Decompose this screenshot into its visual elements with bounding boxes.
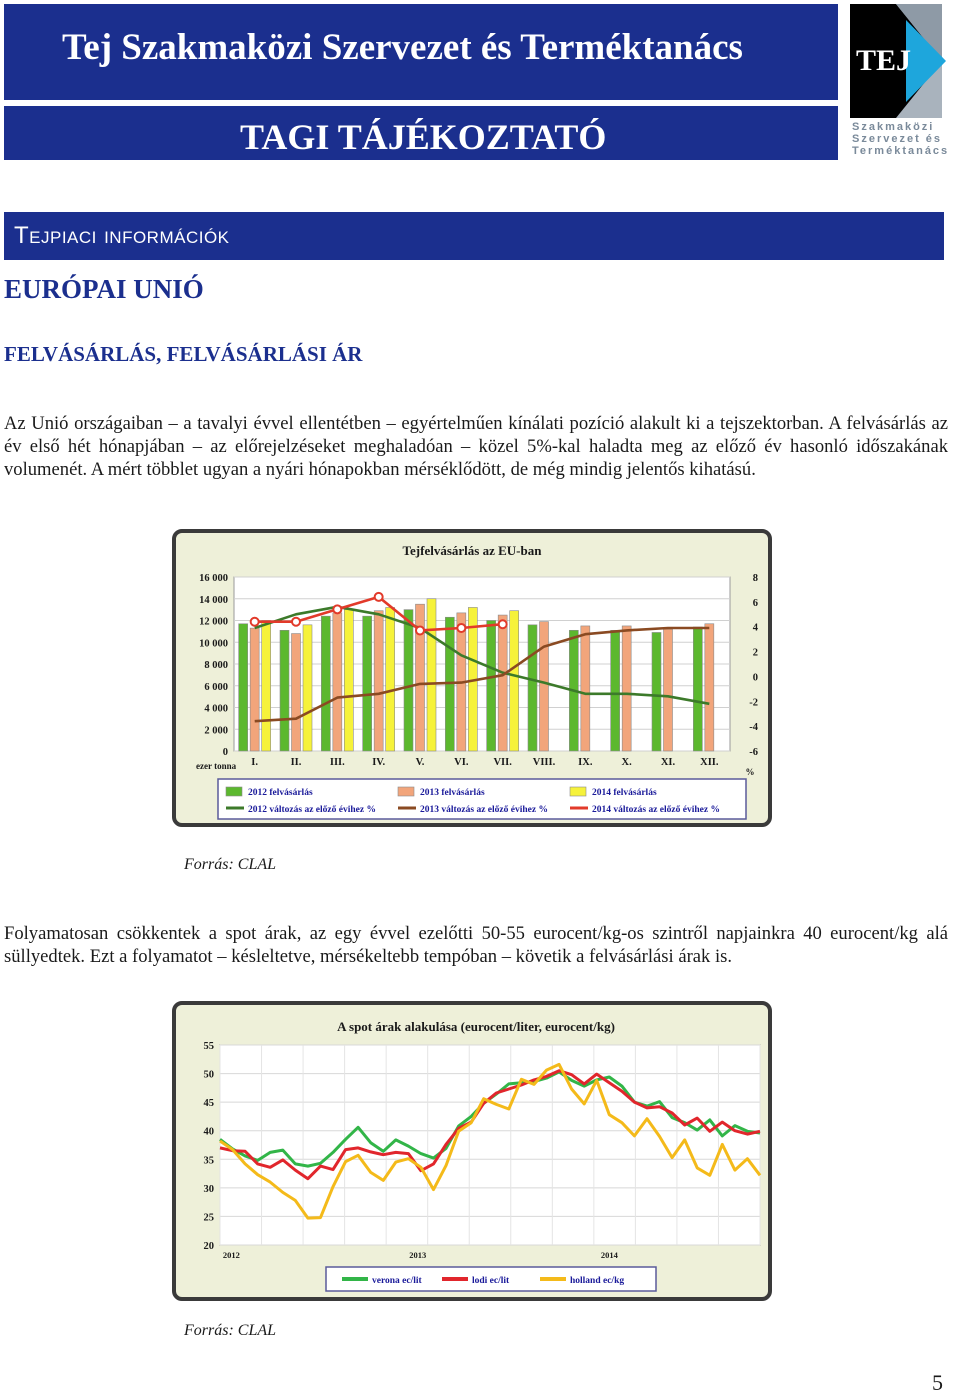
bar — [386, 607, 395, 751]
source-label: Forrás: CLAL — [184, 856, 277, 873]
bar — [303, 625, 312, 751]
bar — [250, 628, 259, 751]
bar — [427, 599, 436, 751]
legend-label: 2014 felvásárlás — [592, 788, 657, 798]
y-right-axis-label: % — [745, 767, 755, 777]
bar — [374, 611, 383, 751]
logo-text: TEJ — [856, 44, 912, 77]
y-tick-label: 8 000 — [204, 660, 228, 671]
x-tick-label: IV. — [372, 757, 386, 768]
legend-label: 2013 változás az előző évihez % — [420, 805, 548, 815]
bar — [664, 629, 673, 751]
y-tick-label: 0 — [222, 747, 228, 758]
x-tick-label: I. — [251, 757, 259, 768]
page-subheading: FELVÁSÁRLÁS, FELVÁSÁRLÁSI ÁR — [4, 342, 363, 366]
y-tick-label: 40 — [203, 1126, 214, 1138]
chart-title: A spot árak alakulása (eurocent/liter, eurocent/kg) — [337, 1019, 615, 1034]
x-tick-label: XII. — [700, 757, 719, 768]
paragraph-spot-prices: Folyamatosan csökkentek a spot árak, az egy évvel ezelőtti 50-55 eurocent/kg-os szintről napjainkra 40 eurocent/kg alá süllyedtek. Ezt a folyamatot – késleltetve, mérsékeltebb tempóban – követik a felvásárlási árak is. — [4, 923, 948, 967]
x-tick-label: III. — [329, 757, 345, 768]
bar — [292, 634, 301, 751]
bar — [510, 611, 519, 751]
chart-legend — [326, 1267, 656, 1291]
y-tick-label: 6 000 — [204, 681, 228, 693]
logo-caption-line: Terméktanács — [852, 145, 950, 157]
series-marker — [499, 620, 507, 628]
y-tick-label: 10 000 — [199, 638, 228, 650]
legend-label: verona ec/lit — [372, 1276, 422, 1286]
logo-caption — [852, 121, 952, 157]
logo-caption-line: Szakmaközi — [852, 121, 935, 133]
y-right-tick-label: -2 — [749, 697, 758, 709]
page-number: 5 — [932, 1370, 943, 1395]
bar — [262, 621, 271, 752]
bar — [321, 616, 330, 751]
y-tick-label: 30 — [203, 1183, 214, 1195]
y-right-tick-label: 4 — [752, 622, 758, 634]
legend-label: holland ec/kg — [570, 1276, 625, 1286]
chart-milk-collection — [172, 529, 772, 827]
x-tick-label: XI. — [660, 757, 676, 768]
legend-swatch — [226, 787, 242, 796]
x-tick-label: II. — [290, 757, 302, 768]
page-heading: EURÓPAI UNIÓ — [4, 274, 204, 304]
x-tick-label: VI. — [454, 757, 469, 768]
series-marker — [416, 626, 424, 634]
y-tick-label: 45 — [203, 1098, 214, 1110]
y-right-tick-label: -4 — [749, 722, 758, 734]
y-tick-label: 35 — [203, 1155, 214, 1167]
x-tick-label: 2012 — [222, 1250, 240, 1260]
x-tick-label: 2013 — [409, 1250, 427, 1260]
x-tick-label: X. — [621, 757, 632, 768]
section-title: Tejpiaci információk — [14, 222, 230, 249]
y-tick-label: 12 000 — [199, 616, 228, 628]
y-tick-label: 50 — [203, 1069, 214, 1081]
y-tick-label: 25 — [203, 1212, 214, 1224]
series-marker — [333, 605, 341, 613]
header-divider — [4, 100, 838, 106]
y-right-tick-label: 6 — [752, 597, 758, 609]
bar — [404, 610, 413, 751]
bar — [611, 630, 620, 751]
y-tick-label: 20 — [203, 1241, 214, 1252]
legend-label: 2013 felvásárlás — [420, 788, 485, 798]
x-tick-label: V. — [415, 757, 425, 768]
section-title-bar — [4, 212, 944, 260]
y-tick-label: 16 000 — [199, 573, 228, 584]
paragraph-intro: Az Unió országaiban – a tavalyi évvel ellentétben – egyértelműen kínálati pozíció alakult ki a tejszektorban. A felvásárlás az év első hét hónapjában – az előrejelzéseket meghaladóan – közel 5%-kal haladta meg az előző év hasonló időszakának volumenét. A mért többlet ugyan a nyári hónapokban mérséklődött, de még mindig jelentős kihatású. — [4, 413, 948, 480]
bar — [280, 630, 289, 751]
bar — [239, 624, 248, 751]
y-tick-label: 55 — [203, 1041, 214, 1052]
y-right-tick-label: 0 — [752, 672, 758, 684]
legend-label: 2012 felvásárlás — [248, 788, 313, 798]
legend-swatch — [570, 787, 586, 796]
bar — [693, 627, 702, 751]
x-tick-label: IX. — [578, 757, 593, 768]
y-tick-label: 14 000 — [199, 594, 228, 606]
source-label: Forrás: CLAL — [184, 1322, 277, 1339]
y-right-tick-label: 2 — [752, 647, 758, 659]
legend-label: lodi ec/lit — [472, 1276, 510, 1286]
logo-caption-line: Szervezet és — [852, 133, 943, 145]
bar — [540, 622, 549, 751]
chart-spot-prices-svg — [176, 1005, 768, 1297]
y-tick-label: 2 000 — [204, 725, 228, 737]
chart-milk-collection-svg — [176, 533, 768, 823]
y-axis-label: ezer tonna — [196, 761, 237, 771]
chart-title: Tejfelvásárlás az EU-ban — [402, 543, 542, 558]
x-tick-label: VII. — [493, 757, 512, 768]
series-marker — [251, 618, 259, 626]
y-right-tick-label: -6 — [749, 747, 758, 758]
bar — [487, 621, 496, 752]
x-tick-label: 2014 — [600, 1250, 618, 1260]
plot-area — [220, 1045, 760, 1245]
bar — [363, 616, 372, 751]
legend-label: 2012 változás az előző évihez % — [248, 805, 376, 815]
chart-legend — [218, 779, 746, 819]
series-marker — [292, 618, 300, 626]
bar — [705, 624, 714, 751]
legend-label: 2014 változás az előző évihez % — [592, 805, 720, 815]
bar — [333, 613, 342, 751]
chart-spot-prices — [172, 1001, 772, 1301]
header-subtitle: TAGI TÁJÉKOZTATÓ — [240, 117, 607, 157]
series-marker — [457, 624, 465, 632]
series-marker — [375, 593, 383, 601]
y-right-tick-label: 8 — [752, 573, 758, 584]
bar — [528, 625, 537, 751]
header-banner — [4, 4, 838, 160]
legend-swatch — [398, 787, 414, 796]
bar — [498, 615, 507, 751]
x-tick-label: VIII. — [532, 757, 556, 768]
bar — [622, 626, 631, 751]
bar — [344, 610, 353, 751]
bar — [652, 632, 661, 751]
y-tick-label: 4 000 — [204, 703, 228, 715]
bar — [581, 626, 590, 751]
header-title: Tej Szakmaközi Szervezet és Terméktanács — [62, 27, 743, 68]
